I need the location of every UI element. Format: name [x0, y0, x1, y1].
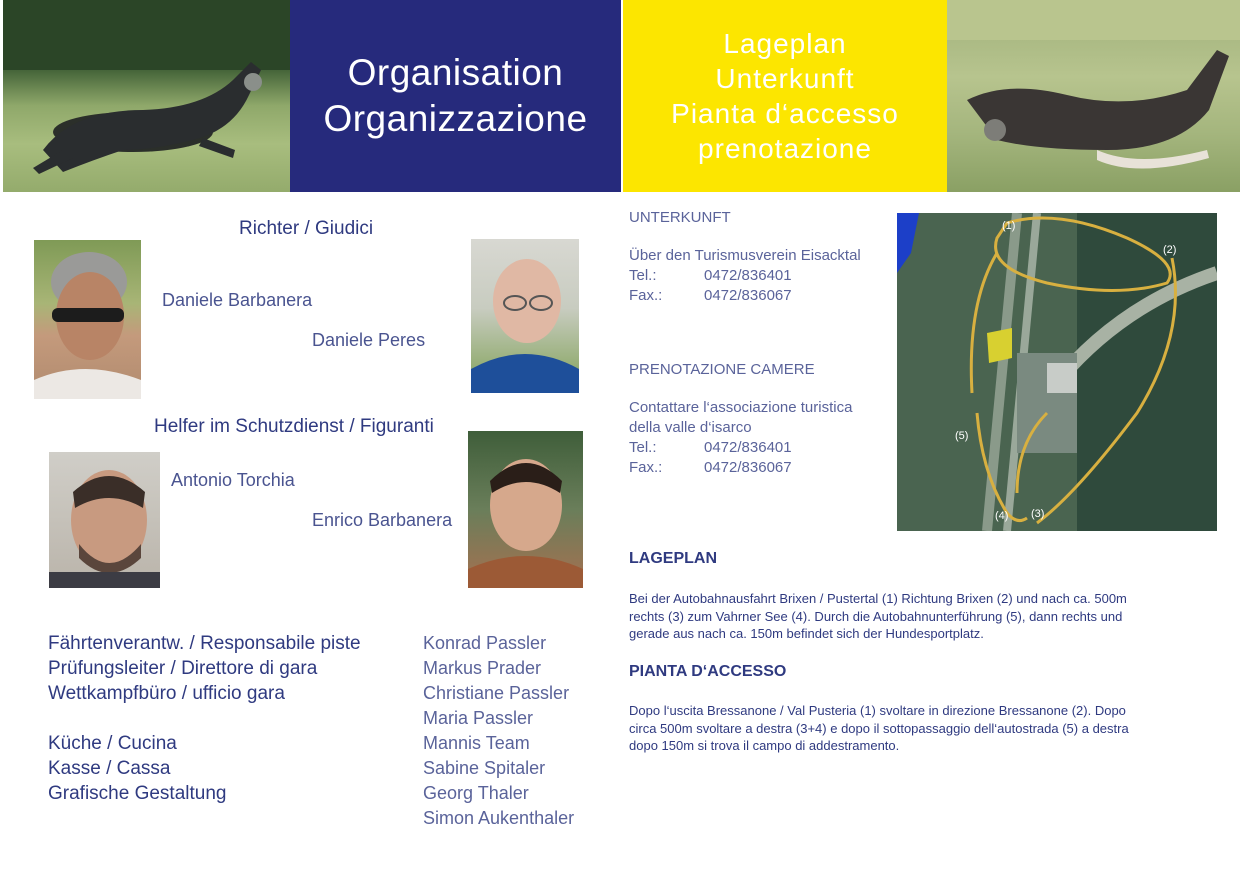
header-photo-dog-right	[947, 0, 1240, 192]
portrait-man-smiling	[49, 452, 160, 588]
avatar-daniele-peres	[471, 239, 579, 393]
banner-lageplan: Lageplan	[723, 28, 847, 59]
unterkunft-fax	[629, 286, 889, 306]
role-person-1: Konrad Passler	[423, 633, 547, 653]
role-person-4: Maria Passler	[423, 708, 534, 728]
role-label-7: Grafische Gestaltung	[48, 783, 227, 804]
fax-number: 0472/836067	[704, 287, 792, 304]
role-label-4	[48, 706, 428, 731]
organisation-title-de: Organisation	[347, 52, 564, 93]
organization-roles	[48, 631, 428, 831]
fax-label: Fax.:	[629, 459, 663, 476]
pianta-title: PIANTA D‘ACCESSO	[629, 663, 787, 680]
role-label-8	[48, 806, 428, 831]
role-person-7: Georg Thaler	[423, 783, 529, 803]
judge-name-1: Daniele Barbanera	[162, 290, 313, 310]
map-marker-1: (1)	[1002, 220, 1016, 232]
role-label-6: Kasse / Cassa	[48, 758, 171, 779]
unterkunft-tel	[629, 266, 889, 286]
map-marker-2: (2)	[1163, 244, 1177, 256]
role-label-1: Fährtenverantw. / Responsabile piste	[48, 633, 361, 654]
banner-pianta: Pianta d‘accesso	[671, 98, 899, 129]
portrait-young-man	[468, 431, 583, 588]
judge-name-2: Daniele Peres	[312, 330, 426, 350]
organisation-banner	[290, 0, 621, 192]
lageplan-text	[629, 590, 1229, 643]
banner-prenotazione: prenotazione	[698, 133, 872, 164]
role-label-2: Prüfungsleiter / Direttore di gara	[48, 658, 318, 679]
role-label-3: Wettkampfbüro / ufficio gara	[48, 683, 285, 704]
lageplan-line-2: rechts (3) zum Vahrner See (4). Durch die Autobahnunterführung (5), dann rechts und	[629, 608, 1123, 624]
prenotazione-title: PRENOTAZIONE CAMERE	[629, 361, 815, 378]
lageplan-line-3: gerade aus nach ca. 150m befindet sich der Hundesportplatz.	[629, 626, 984, 641]
map-marker-4: (4)	[995, 510, 1009, 522]
portrait-man-sunglasses	[34, 240, 141, 399]
pianta-line-3: dopo 150m si trova il campo di addestramento.	[629, 738, 900, 753]
role-person-3: Christiane Passler	[423, 683, 570, 703]
role-person-5: Mannis Team	[423, 733, 530, 753]
avatar-antonio-torchia	[49, 452, 160, 588]
lageplan-title: LAGEPLAN	[629, 550, 717, 567]
prenotazione-line-2: della valle d‘isarco	[629, 419, 752, 436]
role-person-6: Sabine Spitaler	[423, 758, 546, 778]
role-person-2: Markus Prader	[423, 658, 542, 678]
dog-jumping-illustration	[947, 0, 1240, 192]
pianta-text	[629, 702, 1229, 755]
map-marker-5: (5)	[955, 430, 969, 442]
location-map	[897, 213, 1217, 531]
unterkunft-title: UNTERKUNFT	[629, 209, 731, 226]
organisation-title-it: Organizzazione	[323, 98, 588, 139]
prenotazione-section	[629, 361, 889, 478]
unterkunft-line: Über den Turismusverein Eisacktal	[629, 247, 861, 264]
pianta-line-2: circa 500m svoltare a destra (3+4) e dopo il sottopassaggio dell‘autostrada (5) a destra	[629, 720, 1129, 736]
helper-name-2: Enrico Barbanera	[312, 510, 453, 530]
prenotazione-line-1: Contattare l‘associazione turistica	[629, 399, 853, 416]
tel-number: 0472/836401	[704, 439, 792, 456]
helpers-heading: Helfer im Schutzdienst / Figuranti	[154, 416, 434, 437]
role-person-8: Simon Aukenthaler	[423, 808, 575, 828]
fax-number: 0472/836067	[704, 459, 792, 476]
dog-running-illustration	[3, 0, 290, 192]
avatar-daniele-barbanera	[34, 240, 141, 399]
info-banner	[623, 0, 947, 192]
map-marker-3: (3)	[1031, 508, 1045, 520]
unterkunft-section	[629, 209, 889, 306]
avatar-enrico-barbanera	[468, 431, 583, 588]
tel-label: Tel.:	[629, 439, 657, 456]
judges-heading: Richter / Giudici	[239, 218, 374, 239]
tel-number: 0472/836401	[704, 267, 792, 284]
header-photo-dog-left	[3, 0, 290, 192]
aerial-map-illustration	[897, 213, 1217, 531]
organization-people	[423, 631, 613, 831]
banner-unterkunft: Unterkunft	[715, 63, 855, 94]
helper-name-1: Antonio Torchia	[171, 470, 295, 490]
fax-label: Fax.:	[629, 287, 663, 304]
lageplan-line-1: Bei der Autobahnausfahrt Brixen / Pustertal (1) Richtung Brixen (2) und nach ca. 500m	[629, 591, 1127, 606]
portrait-man-glasses	[471, 239, 579, 393]
prenotazione-fax	[629, 458, 889, 478]
pianta-line-1: Dopo l‘uscita Bressanone / Val Pusteria (1) svoltare in direzione Bressanone (2). Dopo	[629, 703, 1126, 718]
prenotazione-tel	[629, 438, 889, 458]
tel-label: Tel.:	[629, 267, 657, 284]
role-label-5: Küche / Cucina	[48, 733, 177, 754]
